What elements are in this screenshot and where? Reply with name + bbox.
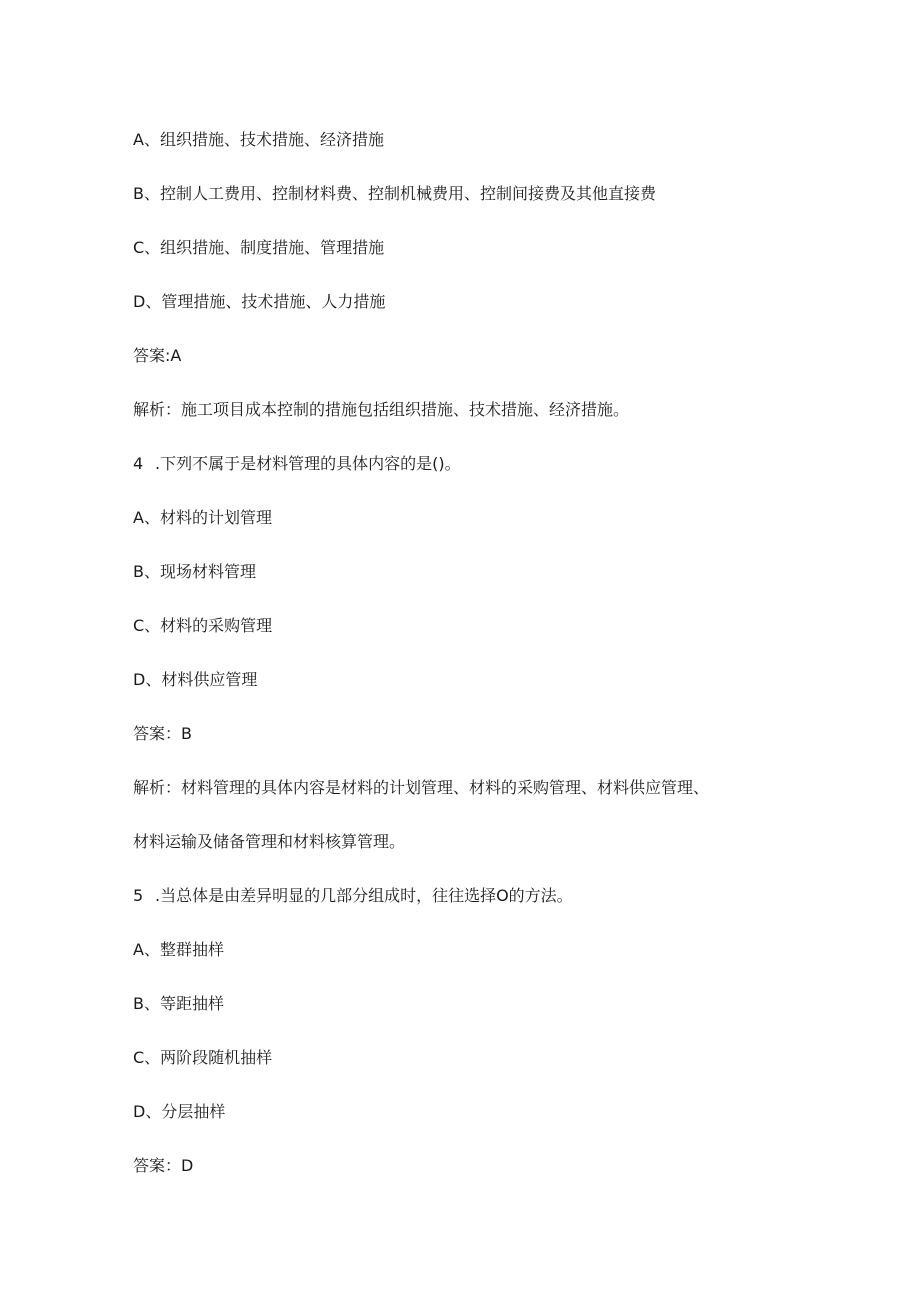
q5-number: 5 xyxy=(133,886,144,905)
q5-option-a: A、整群抽样 xyxy=(133,940,224,959)
q3-analysis: 解析：施工项目成本控制的措施包括组织措施、技术措施、经济措施。 xyxy=(133,400,630,419)
q4-option-b: B、现场材料管理 xyxy=(133,562,256,581)
q4-question-text: .下列不属于是材料管理的具体内容的是()。 xyxy=(155,454,461,473)
q3-option-d: D、管理措施、技术措施、人力措施 xyxy=(133,292,386,311)
q5-answer: 答案：D xyxy=(133,1156,194,1175)
q4-analysis-line-1: 解析：材料管理的具体内容是材料的计划管理、材料的采购管理、材料供应管理、 xyxy=(133,778,710,797)
q3-option-b: B、控制人工费用、控制材料费、控制机械费用、控制间接费及其他直接费 xyxy=(133,184,656,203)
q5-question xyxy=(133,885,860,907)
q4-question xyxy=(133,453,860,475)
q5-option-b: B、等距抽样 xyxy=(133,994,224,1013)
q3-option-a: A、组织措施、技术措施、经济措施 xyxy=(133,130,384,149)
q4-analysis-line-2: 材料运输及储备管理和材料核算管理。 xyxy=(133,832,406,851)
q5-option-c: C、两阶段随机抽样 xyxy=(133,1048,273,1067)
q4-option-d: D、材料供应管理 xyxy=(133,670,258,689)
q5-option-d: D、分层抽样 xyxy=(133,1102,226,1121)
q4-option-a: A、材料的计划管理 xyxy=(133,508,272,527)
q4-answer: 答案：B xyxy=(133,724,192,743)
q5-question-text: .当总体是由差异明显的几部分组成时，往往选择O的方法。 xyxy=(155,886,573,905)
q4-number: 4 xyxy=(133,454,144,473)
q3-option-c: C、组织措施、制度措施、管理措施 xyxy=(133,238,385,257)
q3-answer: 答案:A xyxy=(133,346,182,365)
q4-option-c: C、材料的采购管理 xyxy=(133,616,273,635)
